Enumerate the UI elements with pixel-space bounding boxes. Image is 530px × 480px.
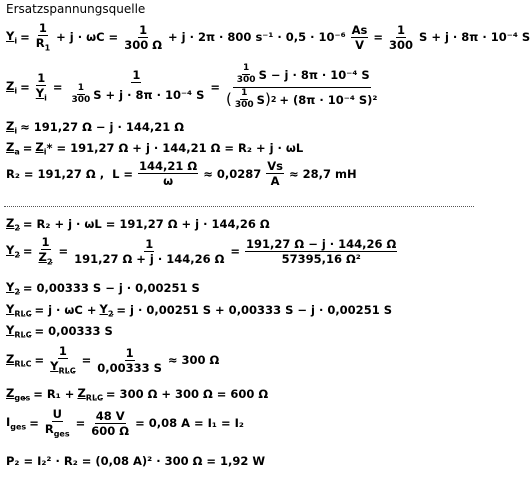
equation-p2: P₂ = I₂² · R₂ = (0,08 A)² · 300 Ω = 1,92 W [6,454,266,468]
equation-z2: $Z_2$ = R₂ + j · ωL = 191,27 Ω + j · 144,26 Ω [6,216,270,233]
fraction: 1 $\frac{1}{300}$ S + j · 8π · 10⁻⁴ S [71,67,205,106]
equation-yrlc: $Y_{RLC}$ = j · ωC + $Y_2$ = j · 0,00251 S + 0,00333 S − j · 0,00251 S [6,302,392,319]
fraction: $\frac{As}{V}$ [351,22,368,52]
equation-yi: $Y_i$ = $\frac{1}{R_1}$ + j · ωC = $\frac{1}{300 \Omega}$ + j · 2π · 800 s⁻¹ · 0,5 · 10⁻⁶ $\frac{As}{V}$ = $\frac{1}{300}$ S + j · 8π · 10⁻⁴ S [6,21,530,53]
equation-y2: $Y_2$ = $\frac{1}{Z_2}$ = $\frac{1}{191,27 \Omega + j \cdot 144,26 \Omega}$ = $\frac{191,27 \Omega - j \cdot 144,26 \Omega}{\text{57395,16 Ω²}}$ [6,235,397,267]
zi-symbol: $Z_i$ [6,79,18,96]
equation-iges: $I_{ges}$ = $\frac{U}{R_{ges}}$ = $\frac{48 V}{600 \Omega}$ = 0,08 A = I₁ = I₂ [6,407,244,439]
fraction: $\frac{1}{R_1}$ [35,21,51,53]
fraction: $\frac{1}{Y_i}$ [35,71,47,103]
equation-yrlc-value: $Y_{RLC}$ = 0,00333 S [6,323,113,340]
equation-zges: $Z_{ges}$ = R₁ + $Z_{RLC}$ = 300 Ω + 300 Ω = 600 Ω [6,386,269,403]
page-title: Ersatzspannungsquelle [6,2,146,16]
equation-zi-approx: $Z_i$ ≈ 191,27 Ω − j · 144,21 Ω [6,119,185,136]
equation-r2-l: R₂ = 191,27 Ω , L = $\frac{144,21 \Omega}{\omega}$ ≈ 0,0287 $\frac{Vs}{A}$ ≈ 28,7 mH [6,159,357,189]
equation-za: $Z_a$ = $Z_i$ * = 191,27 Ω + j · 144,21 Ω = R₂ + j · ωL [6,140,304,157]
fraction: $\frac{1}{300}$ S − j · 8π · 10⁻⁴ S ( $\frac{1}{300}$ S ) 2 + (8π · 10⁻⁴ S)² [226,63,378,111]
dotted-separator [4,206,474,207]
equation-y2-value: $Y_2$ = 0,00333 S − j · 0,00251 S [6,280,200,297]
equation-zrlc: $Z_{RLC}$ = $\frac{1}{Y_{RLC}}$ = $\frac{1}{0,00333 S}$ ≈ 300 Ω [6,344,220,376]
fraction: $\frac{1}{300 \Omega}$ [124,22,162,52]
yi-symbol: $Y_i$ [6,29,18,46]
fraction: $\frac{1}{300}$ [389,22,414,52]
equation-zi: $Z_i$ = $\frac{1}{Y_i}$ = 1 $\frac{1}{300}$ S + j · 8π · 10⁻⁴ S = $\frac{1}{300}$ S − j · 8π · 10⁻⁴ S ( $\frac{1}{300}$ S ) 2 + (8π · 10⁻⁴ S)² [6,63,378,111]
